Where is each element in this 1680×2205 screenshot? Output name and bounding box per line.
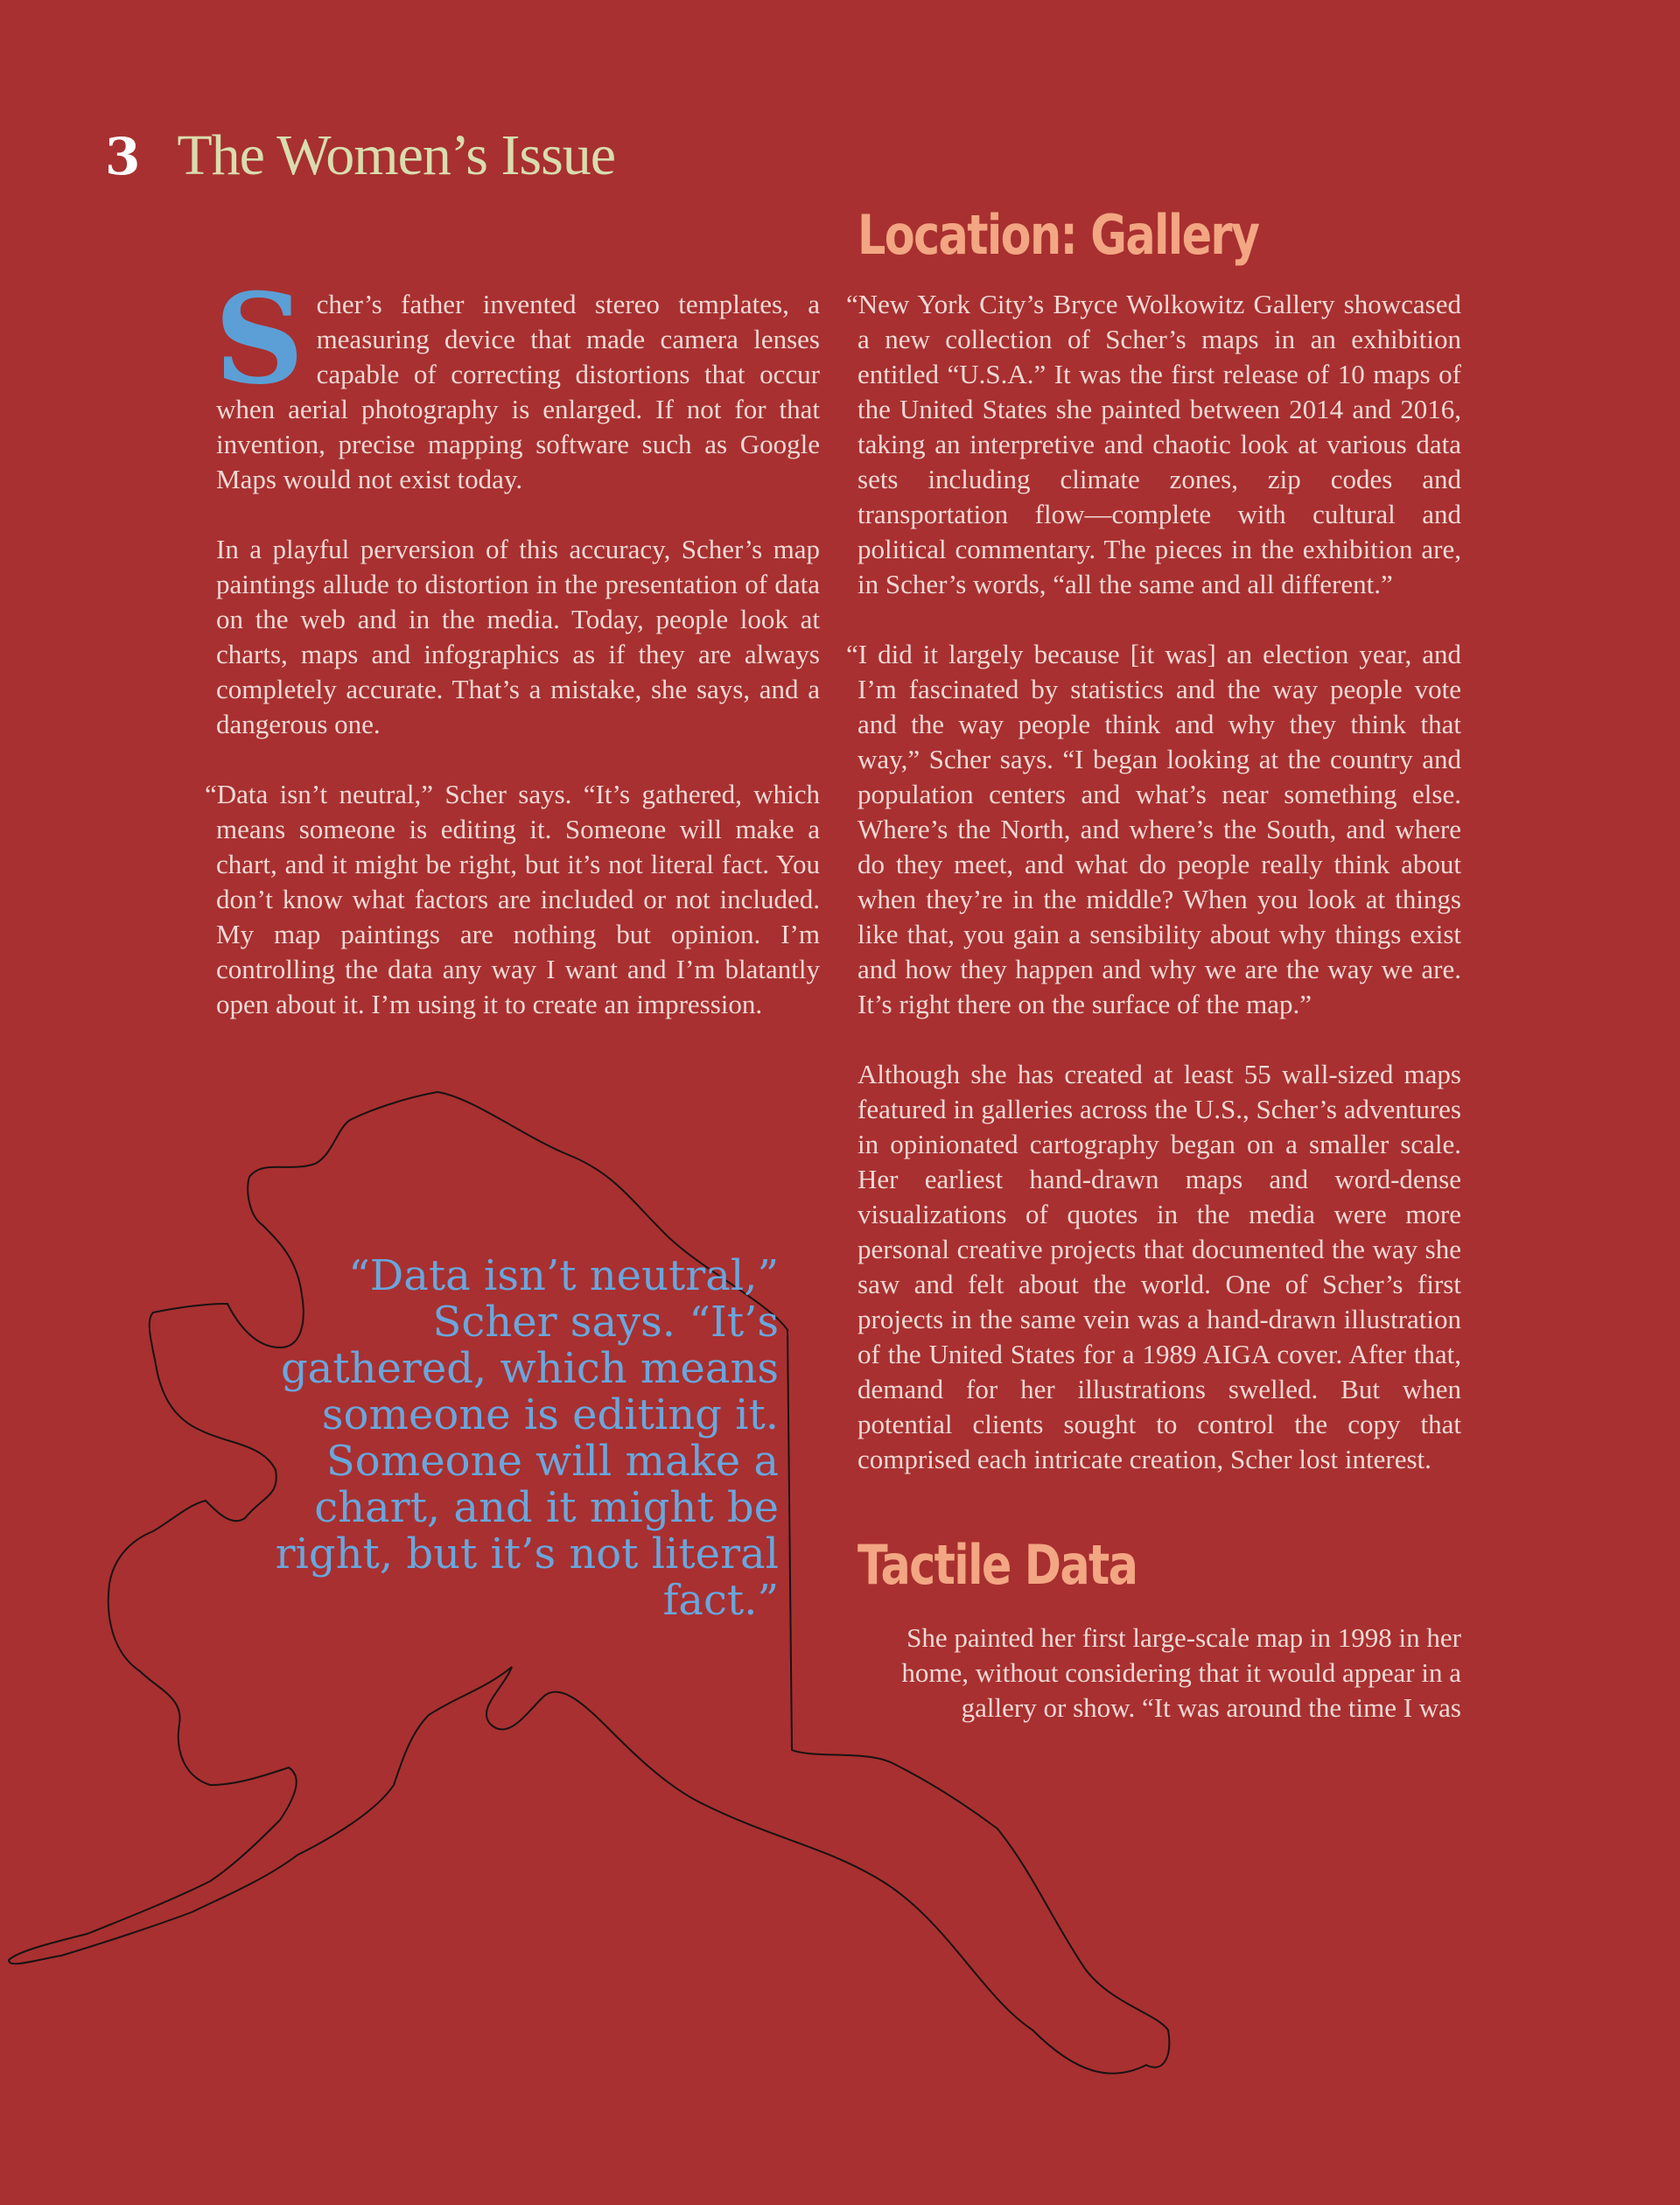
left-paragraph-1 <box>214 267 820 497</box>
left-paragraph-2: In a playful perversion of this accuracy, Scher’s map paintings allude to distortion in the presentation of data on the web and in the media. Today, people look at charts, maps and infographics as if they are always completely accurate. That’s a mistake, she says, and a dangerous one. <box>216 534 820 739</box>
page-number: 3 <box>105 127 141 186</box>
left-column <box>205 267 820 1057</box>
heading-tactile-data: Tactile Data <box>858 1533 1138 1597</box>
right-paragraph-1: “New York City’s Bryce Wolkowitz Gallery showcased a new collection of Scher’s maps in an exhibition entitled “U.S.A.” It was the first release of 10 maps of the United States she painted between 2014 and 2016, taking an interpretive and chaotic look at various data sets including climate zones, zip codes and transportation flow—complete with cultural and political commentary. The pieces in the exhibition are, in Scher’s words, “all the same and all different.” <box>846 289 1461 599</box>
heading-location-gallery: Location: Gallery <box>858 203 1259 267</box>
right-paragraph-3: Although she has created at least 55 wall-sized maps featured in galleries across the U.S., Scher’s adventures in opinionated cartography began on a smaller scale. Her earliest hand-drawn maps and word-dense visualizations of quotes in the media were more personal creative projects that documented the way she saw and felt about the world. One of Scher’s first projects in the same vein was a hand-drawn illustration of the United States for a 1989 AIGA cover. After that, demand for her illustrations swelled. But when potential clients sought to control the copy that comprised each intricate creation, Scher lost interest. <box>858 1059 1461 1474</box>
tactile-column <box>862 1620 1461 1760</box>
left-paragraph-3: “Data isn’t neutral,” Scher says. “It’s gathered, which means someone is editing it. Someone will make a chart, and it might be right, but it’s not literal fact. You don’t know what factors are included or not included. My map paintings are nothing but opinion. I’m controlling the data any way I want and I’m blatantly open about it. I’m using it to create an impression. <box>205 779 820 1019</box>
page-header <box>105 122 615 189</box>
right-paragraph-2: “I did it largely because [it was] an election year, and I’m fascinated by statistics and the way people vote and the way people think and why they think that way,” Scher says. “I began looking at the country and population centers and what’s near something else. Where’s the North, and where’s the South, and where do they meet, and what do people really think about when they’re in the middle? When you look at things like that, you gain a sensibility about why things exist and how they happen and why we are the way we are. It’s right there on the surface of the map.” <box>846 639 1461 1019</box>
pull-quote: “Data isn’t neutral,” Scher says. “It’s gathered, which means someone is editing it. Someone will make a chart, and it might be right, but it’s not literal fact.” <box>275 1251 779 1625</box>
right-column <box>846 287 1461 1512</box>
right-paragraph-4: She painted her first large-scale map in 1998 in her home, without considering that it would appear in a gallery or show. “It was around the time I was <box>901 1622 1461 1723</box>
drop-cap: S <box>214 267 304 412</box>
left-paragraph-1-text: cher’s father invented stereo templates, a measuring device that made camera lenses capable of correcting distortions that occur when aerial photography is enlarged. If not for that invention, precise mapping software such as Google Maps would not exist today. <box>216 289 820 494</box>
issue-title: The Women’s Issue <box>177 123 616 187</box>
